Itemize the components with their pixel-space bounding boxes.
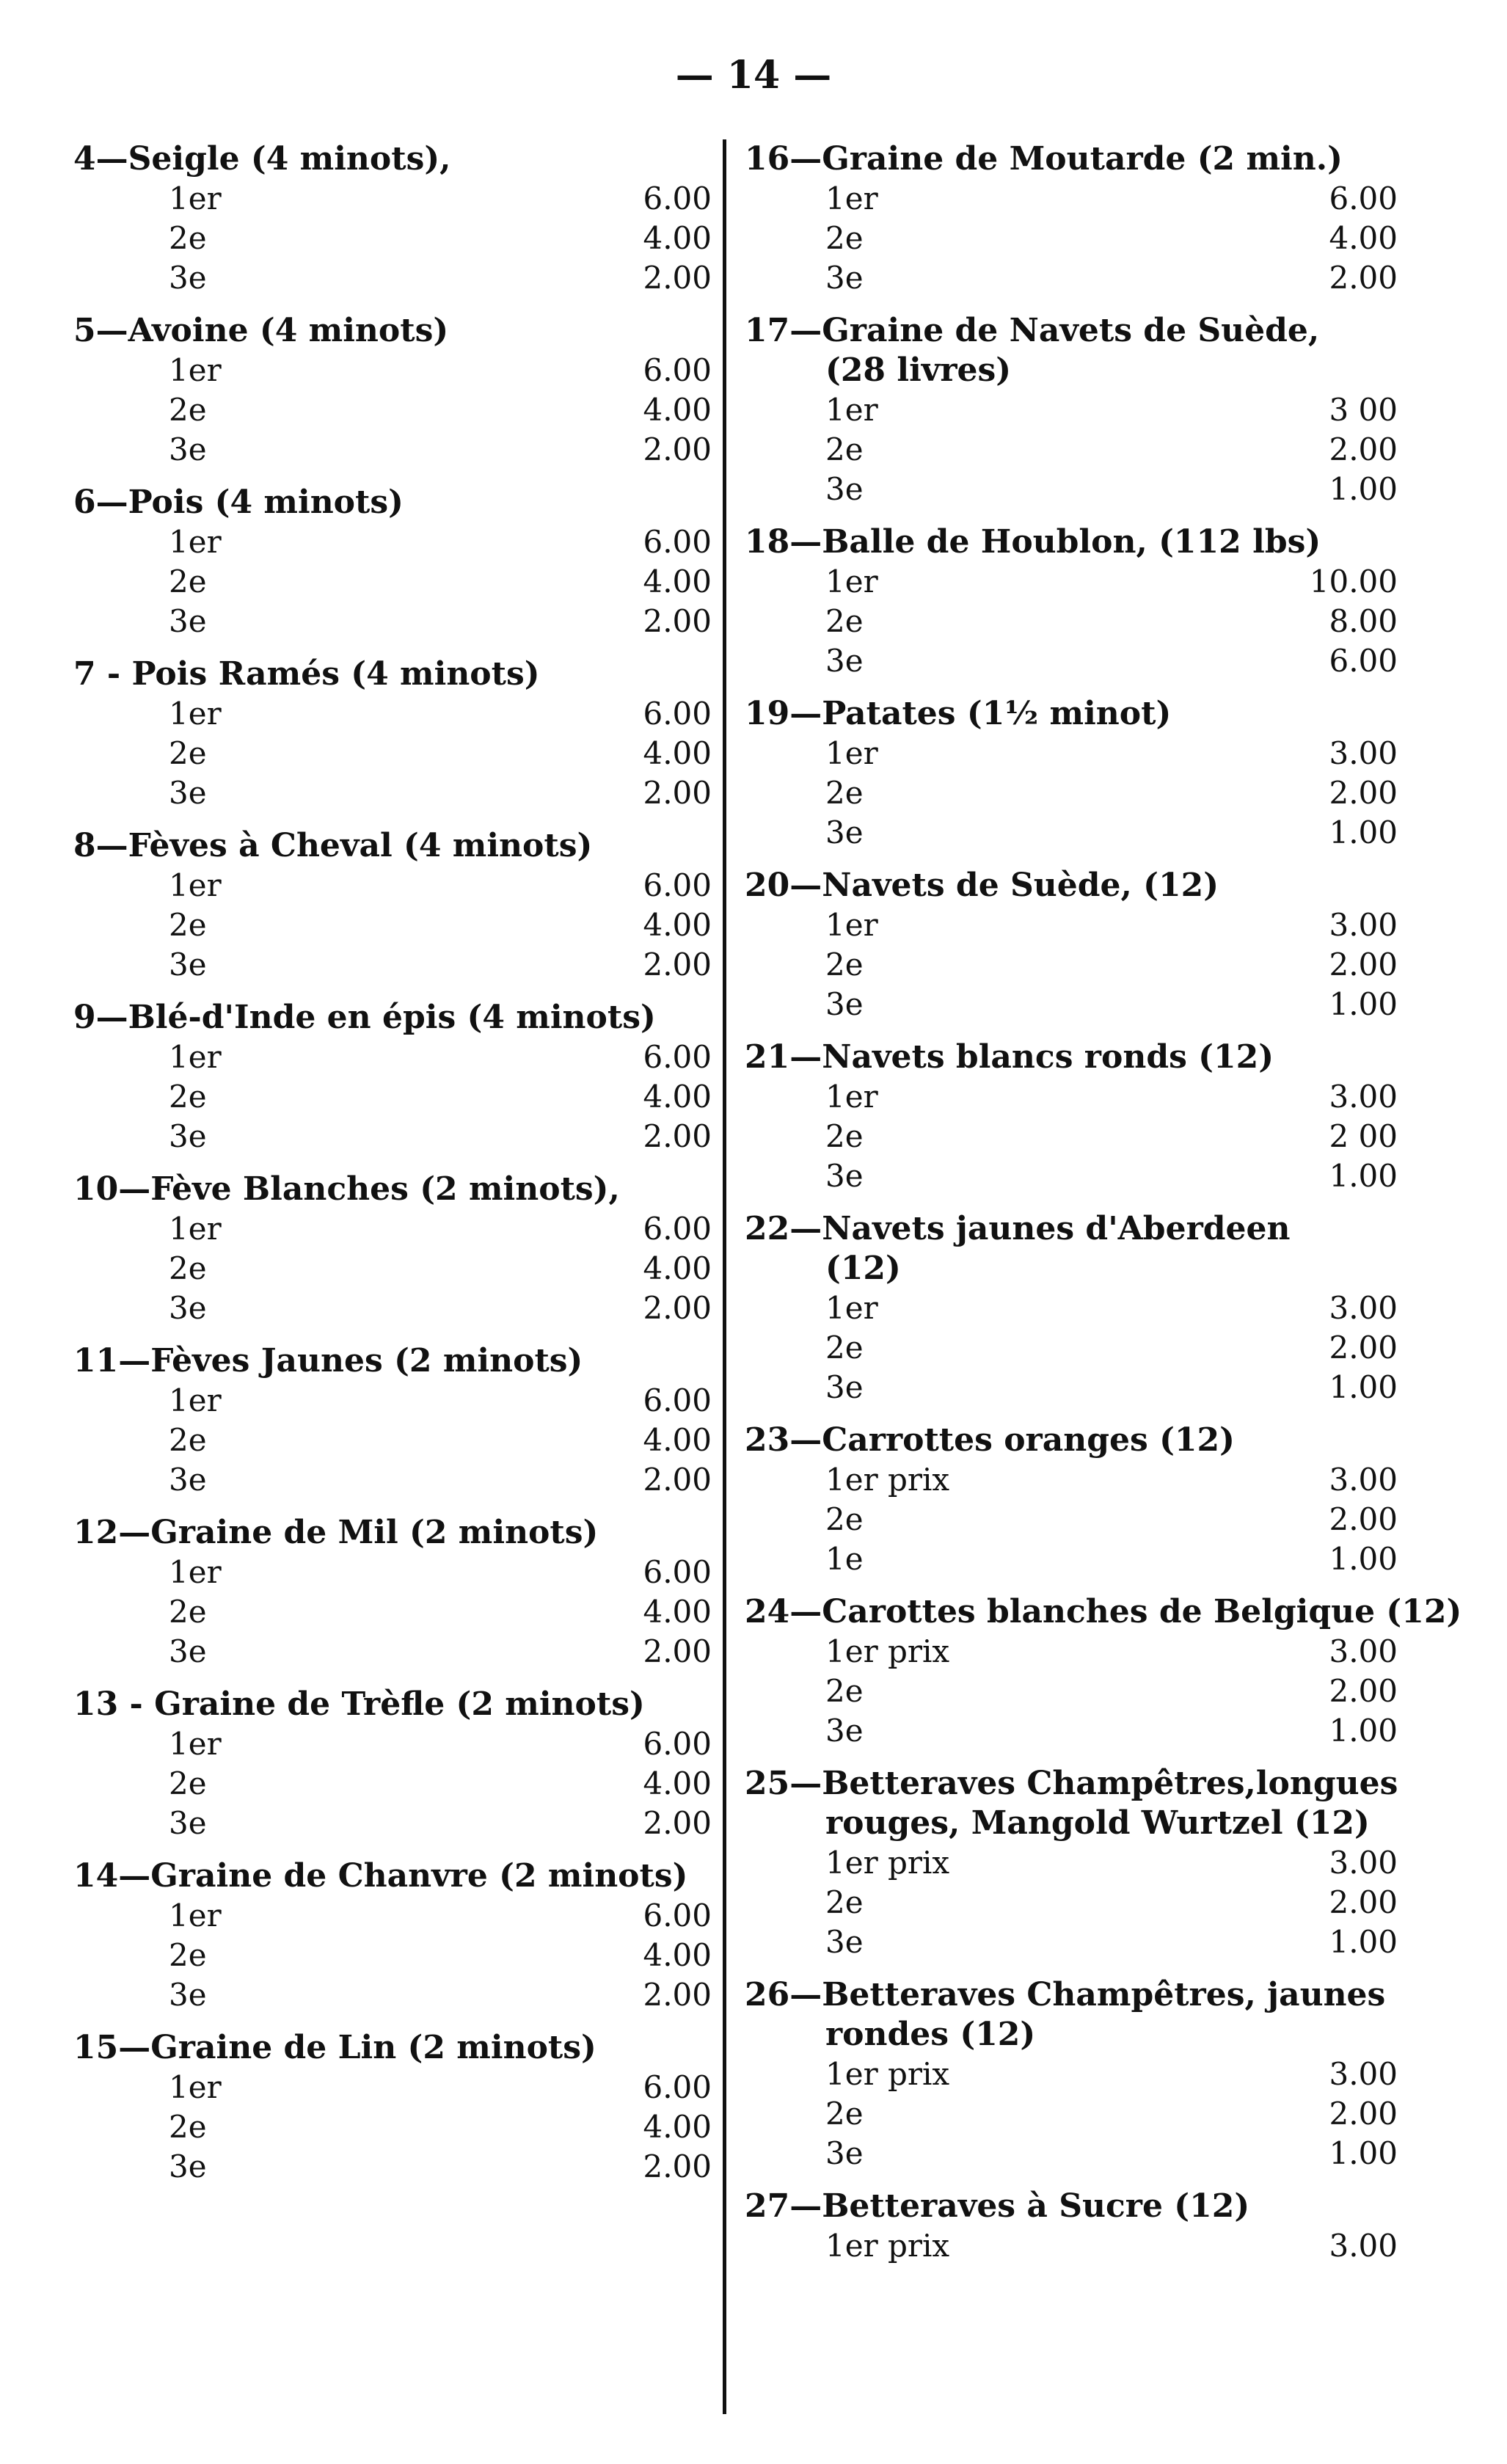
prize-row <box>745 470 1398 509</box>
entry-title <box>73 655 712 694</box>
entry-title-continuation: rondes (12) <box>825 2016 1036 2053</box>
prize-rank: 2e <box>169 1250 207 1286</box>
prize-row <box>745 1368 1398 1407</box>
prize-row <box>745 1632 1398 1672</box>
prize-rank: 2e <box>825 1501 864 1537</box>
entry-title <box>73 139 712 179</box>
prize-row <box>73 905 712 945</box>
entry-title-text: 21—Navets blancs ronds (12) <box>745 1038 1274 1076</box>
prize-rank: 2e <box>169 1765 207 1801</box>
prize-amount: 2.00 <box>1329 947 1398 983</box>
entry-title-text: 6—Pois (4 minots) <box>73 484 404 521</box>
prize-amount: 6.00 <box>643 867 712 903</box>
prize-row <box>73 430 712 470</box>
prize-row <box>745 641 1398 681</box>
entry-title <box>73 1341 712 1381</box>
prize-rank: 3e <box>169 1977 207 2013</box>
prize-row <box>73 1724 712 1764</box>
prize-amount: 2.00 <box>643 1977 712 2013</box>
prize-amount: 2.00 <box>643 1290 712 1326</box>
prize-rank: 2e <box>169 220 207 256</box>
prize-entry <box>745 311 1398 509</box>
prize-amount: 1.00 <box>1329 986 1398 1022</box>
prize-row <box>745 1328 1398 1368</box>
entry-title <box>73 1856 712 1896</box>
prize-row <box>73 734 712 773</box>
prize-amount: 3.00 <box>1329 907 1398 943</box>
prize-amount: 2.00 <box>643 260 712 296</box>
prize-amount: 2.00 <box>1329 1501 1398 1537</box>
prize-amount: 6.00 <box>643 1726 712 1762</box>
prize-amount: 10.00 <box>1309 564 1398 599</box>
prize-rank: 2e <box>825 1330 864 1366</box>
entry-title <box>73 1685 712 1724</box>
entry-title <box>745 866 1398 905</box>
page-number: — 14 — <box>675 53 832 98</box>
prize-amount: 2.00 <box>643 1633 712 1669</box>
entry-title <box>745 522 1398 562</box>
prize-amount: 4.00 <box>643 1765 712 1801</box>
entry-title-text: 16—Graine de Moutarde (2 min.) <box>745 140 1343 178</box>
prize-amount: 4.00 <box>643 1937 712 1973</box>
prize-entry <box>73 1685 712 1843</box>
entry-title-text: 12—Graine de Mil (2 minots) <box>73 1514 599 1551</box>
prize-row <box>745 905 1398 945</box>
prize-rank: 3e <box>169 775 207 811</box>
prize-rank: 2e <box>169 392 207 428</box>
entry-title-text: 25—Betteraves Champêtres,longues <box>745 1765 1398 1802</box>
prize-rank: 2e <box>169 1422 207 1458</box>
prize-rank: 3e <box>825 471 864 507</box>
prize-rank: 3e <box>825 986 864 1022</box>
prize-row <box>73 1592 712 1632</box>
prize-rank: 2e <box>169 1079 207 1115</box>
prize-rank: 1er prix <box>825 1633 950 1669</box>
prize-amount: 2.00 <box>643 431 712 467</box>
prize-amount: 2.00 <box>1329 431 1398 467</box>
prize-rank: 3e <box>825 643 864 679</box>
prize-rank: 3e <box>169 947 207 983</box>
entry-title <box>745 1209 1398 1289</box>
prize-amount: 4.00 <box>643 1250 712 1286</box>
prize-rank: 2e <box>825 2096 864 2132</box>
entry-title-text: 19—Patates (1½ minot) <box>745 695 1172 732</box>
prize-rank: 3e <box>169 431 207 467</box>
prize-amount: 3.00 <box>1329 2056 1398 2092</box>
prize-rank: 3e <box>169 260 207 296</box>
prize-rank: 1er <box>825 1290 878 1326</box>
prize-row <box>745 1289 1398 1328</box>
prize-row <box>73 179 712 219</box>
column-divider <box>723 139 726 2414</box>
prize-amount: 1.00 <box>1329 1158 1398 1194</box>
entry-title-text: 11—Fèves Jaunes (2 minots) <box>73 1342 583 1379</box>
entry-title <box>73 483 712 522</box>
prize-row <box>73 1764 712 1804</box>
prize-amount: 4.00 <box>643 1594 712 1630</box>
prize-amount: 2.00 <box>1329 775 1398 811</box>
prize-entry <box>745 1592 1462 1751</box>
prize-amount: 1.00 <box>1329 1924 1398 1960</box>
prize-amount: 3.00 <box>1329 1290 1398 1326</box>
prize-entry <box>73 139 712 298</box>
prize-rank: 2e <box>169 1594 207 1630</box>
prize-row <box>73 694 712 734</box>
prize-rank: 1er prix <box>825 2228 950 2264</box>
prize-rank: 1er <box>825 735 878 771</box>
prize-row <box>73 773 712 813</box>
entry-title-text: 10—Fève Blanches (2 minots), <box>73 1170 620 1208</box>
prize-amount: 1.00 <box>1329 1541 1398 1577</box>
prize-amount: 6.00 <box>643 181 712 216</box>
prize-row <box>73 2147 712 2187</box>
prize-rank: 1er <box>169 1211 222 1247</box>
entry-title-text: 13 - Graine de Trèfle (2 minots) <box>73 1685 645 1723</box>
prize-amount: 4.00 <box>643 1422 712 1458</box>
entry-title <box>745 1038 1398 1077</box>
prize-entry <box>745 2187 1398 2266</box>
prize-row <box>745 1460 1398 1500</box>
prize-row <box>73 1249 712 1289</box>
prize-rank: 1er <box>169 1554 222 1590</box>
prize-row <box>745 258 1398 298</box>
entry-title-text: 5—Avoine (4 minots) <box>73 312 449 349</box>
entry-title <box>73 826 712 866</box>
entry-title <box>745 1592 1462 1632</box>
prize-row <box>73 2107 712 2147</box>
prize-rank: 2e <box>169 2109 207 2145</box>
prize-row <box>73 1896 712 1936</box>
entry-title-text: 27—Betteraves à Sucre (12) <box>745 2187 1250 2225</box>
prize-entry <box>745 522 1398 681</box>
prize-entry <box>73 826 712 985</box>
prize-row <box>73 1460 712 1500</box>
prize-entry <box>745 139 1398 298</box>
prize-row <box>73 1975 712 2015</box>
prize-rank: 2e <box>825 603 864 639</box>
prize-rank: 3e <box>169 1290 207 1326</box>
prize-row <box>745 945 1398 985</box>
prize-entry <box>745 1209 1398 1407</box>
prize-entry <box>73 1341 712 1500</box>
prize-row <box>73 1289 712 1328</box>
prize-row <box>73 1381 712 1421</box>
prize-rank: 3e <box>825 260 864 296</box>
entry-title-text: 4—Seigle (4 minots), <box>73 140 451 178</box>
prize-rank: 1er <box>169 1726 222 1762</box>
prize-entry <box>73 1513 712 1672</box>
prize-amount: 4.00 <box>643 564 712 599</box>
entry-title <box>73 998 712 1038</box>
entry-title <box>745 2187 1398 2226</box>
prize-rank: 1er <box>169 1039 222 1075</box>
prize-amount: 2.00 <box>1329 1330 1398 1366</box>
prize-rank: 1er <box>169 524 222 560</box>
prize-amount: 2 00 <box>1329 1118 1398 1154</box>
prize-row <box>745 2226 1398 2266</box>
prize-row <box>745 219 1398 258</box>
prize-amount: 2.00 <box>643 775 712 811</box>
prize-entry <box>73 998 712 1156</box>
prize-entry <box>745 1975 1398 2173</box>
prize-amount: 4.00 <box>643 2109 712 2145</box>
prize-amount: 6.00 <box>1329 643 1398 679</box>
entry-title-text: 17—Graine de Navets de Suède, <box>745 312 1320 349</box>
entry-title <box>745 311 1398 390</box>
prize-rank: 1e <box>825 1541 864 1577</box>
prize-row <box>745 1672 1398 1711</box>
prize-row <box>745 1883 1398 1922</box>
prize-amount: 6.00 <box>643 1039 712 1075</box>
prize-amount: 1.00 <box>1329 814 1398 850</box>
prize-row <box>73 258 712 298</box>
prize-rank: 3e <box>825 1369 864 1405</box>
prize-rank: 3e <box>825 1713 864 1749</box>
prize-entry <box>73 2028 712 2187</box>
prize-amount: 6.00 <box>643 1211 712 1247</box>
prize-amount: 2.00 <box>643 2148 712 2184</box>
prize-row <box>73 1117 712 1156</box>
prize-row <box>73 1038 712 1077</box>
prize-rank: 1er <box>825 907 878 943</box>
prize-amount: 3.00 <box>1329 1633 1398 1669</box>
prize-amount: 4.00 <box>643 1079 712 1115</box>
entry-title <box>745 694 1398 734</box>
prize-row <box>73 1632 712 1672</box>
prize-row <box>745 1156 1398 1196</box>
entry-title-continuation: (28 livres) <box>825 351 1012 389</box>
prize-rank: 3e <box>825 1158 864 1194</box>
entry-title-continuation: rouges, Mangold Wurtzel (12) <box>825 1804 1370 1842</box>
prize-rank: 1er prix <box>825 1462 950 1498</box>
prize-rank: 2e <box>825 1118 864 1154</box>
prize-amount: 6.00 <box>643 352 712 388</box>
prize-amount: 2.00 <box>643 1462 712 1498</box>
prize-amount: 3.00 <box>1329 1462 1398 1498</box>
prize-rank: 3e <box>169 1462 207 1498</box>
prize-amount: 6.00 <box>643 696 712 732</box>
prize-row <box>73 602 712 641</box>
prize-row <box>73 2068 712 2107</box>
prize-entry <box>73 655 712 813</box>
prize-row <box>73 945 712 985</box>
prize-rank: 1er <box>169 352 222 388</box>
prize-rank: 1er <box>169 1382 222 1418</box>
prize-rank: 1er <box>825 392 878 428</box>
prize-row <box>73 1077 712 1117</box>
prize-amount: 2.00 <box>643 947 712 983</box>
prize-entry <box>745 1038 1398 1196</box>
prize-amount: 3 00 <box>1329 392 1398 428</box>
entry-title-text: 7 - Pois Ramés (4 minots) <box>73 655 540 693</box>
prize-row <box>745 1922 1398 1962</box>
prize-rank: 2e <box>825 775 864 811</box>
entry-title-text: 8—Fèves à Cheval (4 minots) <box>73 827 593 864</box>
prize-amount: 4.00 <box>643 220 712 256</box>
left-column <box>73 139 712 2200</box>
prize-entry <box>73 483 712 641</box>
prize-amount: 1.00 <box>1329 2135 1398 2171</box>
prize-row <box>73 390 712 430</box>
entry-title <box>745 139 1398 179</box>
prize-rank: 3e <box>825 2135 864 2171</box>
prize-rank: 3e <box>169 1633 207 1669</box>
prize-row <box>745 773 1398 813</box>
prize-rank: 2e <box>169 907 207 943</box>
prize-rank: 3e <box>825 814 864 850</box>
prize-amount: 6.00 <box>643 2069 712 2105</box>
entry-title-text: 20—Navets de Suède, (12) <box>745 867 1219 904</box>
prize-rank: 3e <box>825 1924 864 1960</box>
prize-rank: 1er <box>169 1898 222 1933</box>
prize-rank: 2e <box>169 1937 207 1973</box>
prize-rank: 2e <box>825 220 864 256</box>
prize-row <box>745 2055 1398 2094</box>
entry-title-text: 23—Carrottes oranges (12) <box>745 1421 1235 1459</box>
prize-amount: 6.00 <box>1329 181 1398 216</box>
prize-amount: 3.00 <box>1329 2228 1398 2264</box>
entry-title-text: 18—Balle de Houblon, (112 lbs) <box>745 523 1321 561</box>
prize-rank: 1er <box>169 181 222 216</box>
prize-amount: 1.00 <box>1329 1713 1398 1749</box>
prize-amount: 2.00 <box>1329 1673 1398 1709</box>
prize-amount: 4.00 <box>643 735 712 771</box>
prize-row <box>73 1804 712 1843</box>
prize-rank: 3e <box>169 2148 207 2184</box>
prize-row <box>73 1421 712 1460</box>
prize-amount: 3.00 <box>1329 1845 1398 1881</box>
entry-title-continuation: (12) <box>825 1250 901 1287</box>
prize-row <box>745 602 1398 641</box>
prize-amount: 4.00 <box>1329 220 1398 256</box>
prize-entry <box>745 1421 1398 1579</box>
prize-row <box>745 985 1398 1024</box>
entry-title <box>73 2028 712 2068</box>
prize-rank: 1er prix <box>825 2056 950 2092</box>
prize-amount: 2.00 <box>643 1805 712 1841</box>
prize-amount: 3.00 <box>1329 1079 1398 1115</box>
entry-title <box>745 1764 1398 1843</box>
prize-amount: 1.00 <box>1329 1369 1398 1405</box>
prize-rank: 2e <box>825 1673 864 1709</box>
entry-title-text: 26—Betteraves Champêtres, jaunes <box>745 1976 1386 2013</box>
prize-row <box>745 2094 1398 2134</box>
prize-rank: 2e <box>825 1884 864 1920</box>
entry-title-text: 9—Blé-d'Inde en épis (4 minots) <box>73 999 656 1036</box>
right-column <box>745 139 1462 2279</box>
prize-row <box>73 351 712 390</box>
prize-entry <box>73 1170 712 1328</box>
prize-entry <box>745 1764 1398 1962</box>
prize-row <box>745 1077 1398 1117</box>
prize-amount: 6.00 <box>643 1382 712 1418</box>
prize-row <box>745 1117 1398 1156</box>
prize-rank: 3e <box>169 1118 207 1154</box>
prize-row <box>745 813 1398 853</box>
prize-entry <box>745 694 1398 853</box>
prize-row <box>745 179 1398 219</box>
prize-row <box>745 1711 1398 1751</box>
prize-rank: 1er <box>169 867 222 903</box>
entry-title <box>745 1975 1398 2055</box>
entry-title <box>73 311 712 351</box>
prize-amount: 4.00 <box>643 907 712 943</box>
prize-rank: 3e <box>169 1805 207 1841</box>
prize-amount: 6.00 <box>643 1554 712 1590</box>
prize-amount: 4.00 <box>643 392 712 428</box>
prize-amount: 2.00 <box>1329 2096 1398 2132</box>
prize-entry <box>73 311 712 470</box>
prize-amount: 2.00 <box>1329 1884 1398 1920</box>
prize-rank: 2e <box>169 735 207 771</box>
prize-rank: 2e <box>169 564 207 599</box>
prize-amount: 3.00 <box>1329 735 1398 771</box>
prize-row <box>745 2134 1398 2173</box>
prize-amount: 8.00 <box>1329 603 1398 639</box>
prize-entry <box>745 866 1398 1024</box>
entry-title-text: 22—Navets jaunes d'Aberdeen <box>745 1210 1291 1247</box>
prize-rank: 1er prix <box>825 1845 950 1881</box>
prize-row <box>73 866 712 905</box>
prize-rank: 1er <box>825 181 878 216</box>
prize-entry <box>73 1856 712 2015</box>
entry-title <box>73 1170 712 1209</box>
prize-amount: 6.00 <box>643 1898 712 1933</box>
prize-row <box>745 1843 1398 1883</box>
prize-rank: 1er <box>825 1079 878 1115</box>
prize-row <box>73 522 712 562</box>
prize-rank: 2e <box>825 947 864 983</box>
prize-amount: 2.00 <box>643 1118 712 1154</box>
prize-row <box>745 1539 1398 1579</box>
prize-row <box>73 1936 712 1975</box>
entry-title-text: 14—Graine de Chanvre (2 minots) <box>73 1857 688 1895</box>
prize-rank: 1er <box>169 696 222 732</box>
prize-rank: 3e <box>169 603 207 639</box>
prize-rank: 1er <box>169 2069 222 2105</box>
prize-row <box>745 562 1398 602</box>
prize-amount: 2.00 <box>1329 260 1398 296</box>
prize-rank: 2e <box>825 431 864 467</box>
prize-row <box>745 734 1398 773</box>
prize-row <box>745 1500 1398 1539</box>
entry-title <box>73 1513 712 1553</box>
prize-row <box>73 219 712 258</box>
entry-title <box>745 1421 1398 1460</box>
prize-amount: 1.00 <box>1329 471 1398 507</box>
prize-row <box>745 430 1398 470</box>
prize-row <box>745 390 1398 430</box>
prize-amount: 2.00 <box>643 603 712 639</box>
entry-title-text: 15—Graine de Lin (2 minots) <box>73 2029 596 2066</box>
prize-row <box>73 1209 712 1249</box>
prize-amount: 6.00 <box>643 524 712 560</box>
prize-row <box>73 1553 712 1592</box>
entry-title-text: 24—Carottes blanches de Belgique (12) <box>745 1593 1462 1630</box>
prize-rank: 1er <box>825 564 878 599</box>
prize-row <box>73 562 712 602</box>
